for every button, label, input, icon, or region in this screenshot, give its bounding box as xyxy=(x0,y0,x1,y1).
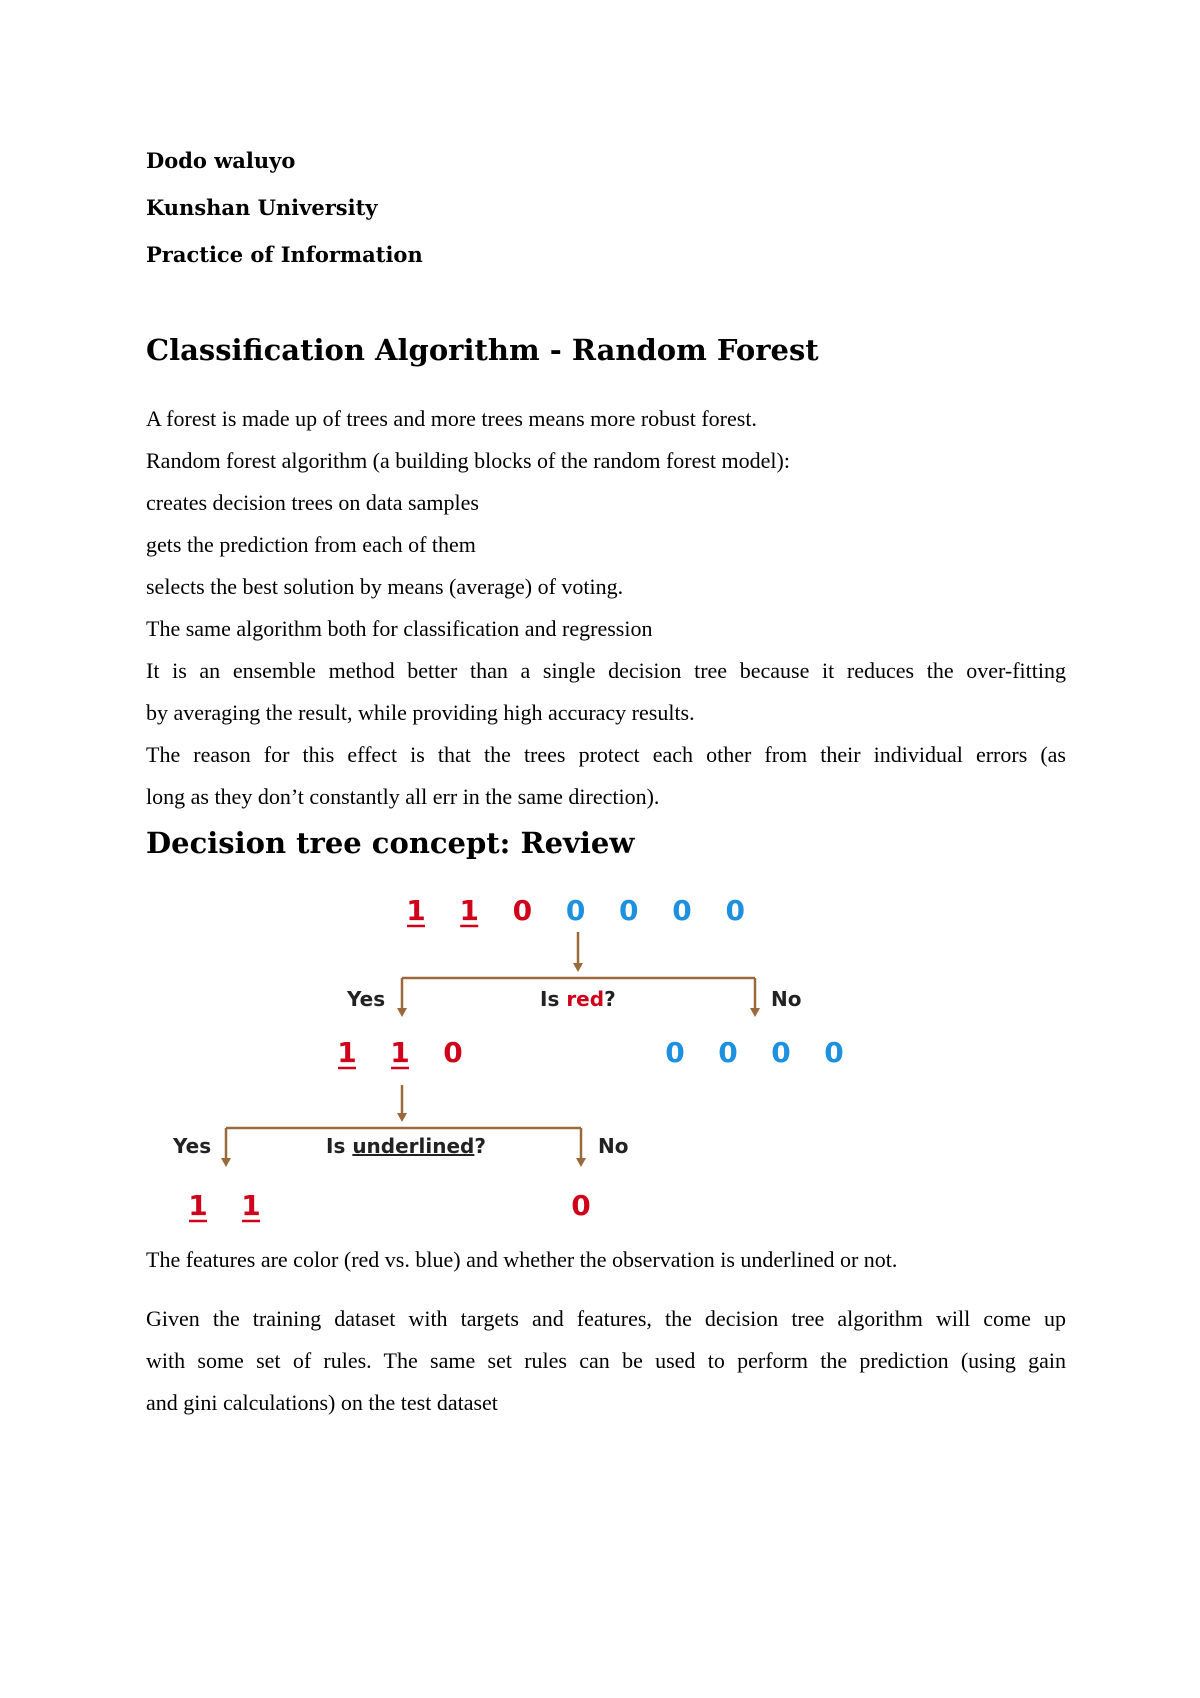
reason-line-2: long as they don’t constantly all err in the same direction). xyxy=(146,784,660,809)
closing-block xyxy=(146,1298,1066,1424)
tree-digits xyxy=(188,894,843,1222)
tree-digit: 1 xyxy=(406,894,426,927)
question-underlined-suffix: ? xyxy=(474,1134,486,1158)
arrow-head-icon xyxy=(576,1158,586,1167)
tree-digit: 1 xyxy=(390,1036,410,1069)
question-red-suffix: ? xyxy=(604,987,616,1011)
arrow-head-icon xyxy=(221,1158,231,1167)
university-name: Kunshan University xyxy=(146,195,378,220)
intro-line: Random forest algorithm (a building blocks of the random forest model): xyxy=(146,448,790,473)
tree-digit: 0 xyxy=(565,894,586,927)
intro-line: A forest is made up of trees and more trees means more robust forest. xyxy=(146,406,757,431)
ensemble-line-2: by averaging the result, while providing high accuracy results. xyxy=(146,700,695,725)
page-title: Classification Algorithm - Random Forest xyxy=(146,333,819,367)
closing-line-1: Given the training dataset with targets and features, the decision tree algorithm will come up xyxy=(146,1306,1066,1331)
features-block xyxy=(146,1239,1066,1281)
tree-digit: 0 xyxy=(672,894,692,927)
tree-digit: 0 xyxy=(512,894,533,927)
arrow-head-icon xyxy=(573,963,583,972)
section-title-decision-tree: Decision tree concept: Review xyxy=(146,826,635,860)
question-red-prefix: Is xyxy=(540,987,567,1011)
question-red xyxy=(540,987,616,1011)
tree-digit: 0 xyxy=(571,1189,591,1222)
tree-digit: 0 xyxy=(824,1036,844,1069)
question-underlined xyxy=(326,1134,486,1158)
closing-line-2: with some set of rules. The same set rules can be used to perform the prediction (using gain xyxy=(146,1348,1066,1373)
question-underlined-prefix: Is xyxy=(326,1134,353,1158)
arrow-head-icon xyxy=(750,1008,760,1017)
tree-digit: 0 xyxy=(665,1036,685,1069)
tree-digit: 0 xyxy=(443,1036,463,1069)
yes-label-2: Yes xyxy=(173,1134,212,1158)
course-name: Practice of Information xyxy=(146,242,423,267)
intro-line: gets the prediction from each of them xyxy=(146,532,476,557)
author-name: Dodo waluyo xyxy=(146,148,296,173)
arrow-head-icon xyxy=(397,1008,407,1017)
ensemble-line-1: It is an ensemble method better than a single decision tree because it reduces the over-fitting xyxy=(146,658,1066,683)
tree-digit: 0 xyxy=(771,1036,791,1069)
tree-digit: 1 xyxy=(188,1189,208,1222)
tree-digit: 1 xyxy=(241,1189,261,1222)
arrow-head-icon xyxy=(397,1113,407,1122)
closing-line-3: and gini calculations) on the test dataset xyxy=(146,1390,498,1415)
question-underlined-highlight: underlined xyxy=(352,1134,475,1158)
tree-digit: 0 xyxy=(619,894,639,927)
tree-digit: 1 xyxy=(459,894,479,927)
features-text: The features are color (red vs. blue) and whether the observation is underlined or not. xyxy=(146,1247,898,1272)
question-red-highlight: red xyxy=(566,987,605,1011)
tree-digit: 0 xyxy=(725,894,745,927)
tree-digit: 0 xyxy=(718,1036,738,1069)
no-label-2: No xyxy=(598,1134,629,1158)
yes-label-1: Yes xyxy=(347,987,386,1011)
intro-line: The same algorithm both for classification and regression xyxy=(146,616,653,641)
intro-line: creates decision trees on data samples xyxy=(146,490,479,515)
tree-digit: 1 xyxy=(337,1036,357,1069)
no-label-1: No xyxy=(771,987,802,1011)
intro-line: selects the best solution by means (average) of voting. xyxy=(146,574,624,599)
reason-line-1: The reason for this effect is that the trees protect each other from their individual errors (as xyxy=(146,742,1066,767)
